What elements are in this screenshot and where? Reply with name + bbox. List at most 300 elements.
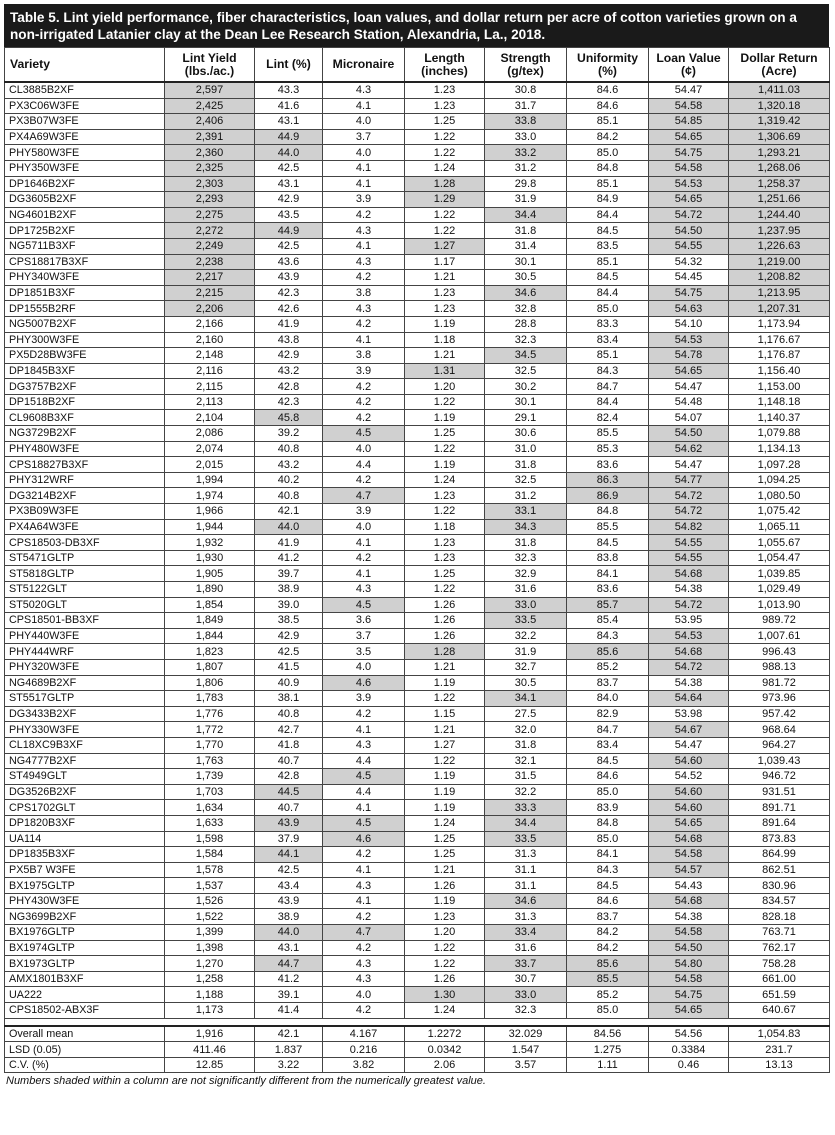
cell-micronaire: 3.7	[323, 129, 405, 145]
cell-loan-value: 54.58	[649, 98, 729, 114]
table-row	[5, 254, 830, 270]
cell-micronaire: 4.2	[323, 472, 405, 488]
cell-lint-pct: 42.9	[255, 628, 323, 644]
cell-micronaire: 4.1	[323, 98, 405, 114]
table-row	[5, 706, 830, 722]
summary-cell-uniformity: 1.11	[567, 1057, 649, 1073]
cell-variety: PHY320W3FE	[5, 659, 165, 675]
cell-dollar-return: 1,140.37	[729, 410, 830, 426]
cell-strength: 33.2	[485, 145, 567, 161]
cell-length: 1.21	[405, 348, 485, 364]
cell-lint-pct: 41.9	[255, 316, 323, 332]
cell-strength: 31.0	[485, 441, 567, 457]
cell-micronaire: 4.1	[323, 238, 405, 254]
cell-micronaire: 4.3	[323, 82, 405, 98]
cell-micronaire: 4.0	[323, 987, 405, 1003]
cell-uniformity: 85.5	[567, 519, 649, 535]
cell-lint-pct: 45.8	[255, 410, 323, 426]
cell-strength: 34.6	[485, 893, 567, 909]
cell-strength: 33.3	[485, 800, 567, 816]
cell-lint-pct: 41.6	[255, 98, 323, 114]
cell-lint-pct: 42.3	[255, 285, 323, 301]
cell-micronaire: 4.4	[323, 457, 405, 473]
cell-lint-pct: 40.8	[255, 488, 323, 504]
cell-loan-value: 54.43	[649, 878, 729, 894]
cell-variety: PX5D28BW3FE	[5, 348, 165, 364]
cell-length: 1.25	[405, 831, 485, 847]
cell-variety: NG5007B2XF	[5, 316, 165, 332]
cell-lint-pct: 40.8	[255, 441, 323, 457]
cell-uniformity: 85.2	[567, 987, 649, 1003]
cell-lint-yield: 1,823	[165, 644, 255, 660]
table-row	[5, 675, 830, 691]
summary-cell-strength: 3.57	[485, 1057, 567, 1073]
cell-loan-value: 54.75	[649, 285, 729, 301]
cell-variety: DG3757B2XF	[5, 379, 165, 395]
cell-dollar-return: 758.28	[729, 956, 830, 972]
cell-strength: 32.0	[485, 722, 567, 738]
table-row	[5, 550, 830, 566]
table-row	[5, 862, 830, 878]
cell-micronaire: 4.2	[323, 207, 405, 223]
cell-variety: DP1820B3XF	[5, 815, 165, 831]
cell-dollar-return: 968.64	[729, 722, 830, 738]
cell-lint-pct: 41.8	[255, 737, 323, 753]
cell-variety: CPS18817B3XF	[5, 254, 165, 270]
cell-variety: DG3433B2XF	[5, 706, 165, 722]
cell-lint-yield: 2,275	[165, 207, 255, 223]
cell-variety: DG3214B2XF	[5, 488, 165, 504]
summary-cell-micronaire: 3.82	[323, 1057, 405, 1073]
cell-lint-pct: 44.5	[255, 784, 323, 800]
table-row	[5, 394, 830, 410]
cell-variety: NG3729B2XF	[5, 426, 165, 442]
cell-lint-yield: 1,854	[165, 597, 255, 613]
cell-dollar-return: 1,208.82	[729, 270, 830, 286]
cell-lint-yield: 2,116	[165, 363, 255, 379]
header-loan-value: Loan Value (¢)	[649, 48, 729, 83]
summary-cell-loan-value: 0.3384	[649, 1042, 729, 1058]
cell-loan-value: 54.65	[649, 1003, 729, 1019]
cell-loan-value: 54.58	[649, 925, 729, 941]
cell-variety: CPS18827B3XF	[5, 457, 165, 473]
cell-strength: 31.7	[485, 98, 567, 114]
cell-variety: ST5122GLT	[5, 582, 165, 598]
cell-loan-value: 54.55	[649, 535, 729, 551]
cell-uniformity: 85.6	[567, 644, 649, 660]
cell-strength: 33.0	[485, 987, 567, 1003]
cell-loan-value: 54.75	[649, 987, 729, 1003]
cell-strength: 30.2	[485, 379, 567, 395]
cell-strength: 33.5	[485, 613, 567, 629]
cell-strength: 34.4	[485, 207, 567, 223]
table-row	[5, 504, 830, 520]
cell-uniformity: 82.4	[567, 410, 649, 426]
spacer-cell	[5, 1018, 830, 1026]
table-row	[5, 301, 830, 317]
cell-variety: PX3B09W3FE	[5, 504, 165, 520]
cell-loan-value: 54.58	[649, 847, 729, 863]
table-row	[5, 285, 830, 301]
cell-lint-pct: 44.7	[255, 956, 323, 972]
cell-length: 1.23	[405, 535, 485, 551]
cell-lint-pct: 41.4	[255, 1003, 323, 1019]
cell-uniformity: 85.0	[567, 784, 649, 800]
table-row	[5, 488, 830, 504]
table-row	[5, 909, 830, 925]
cell-variety: DP1845B3XF	[5, 363, 165, 379]
cell-variety: DP1851B3XF	[5, 285, 165, 301]
cell-strength: 30.8	[485, 82, 567, 98]
cell-uniformity: 84.8	[567, 815, 649, 831]
cell-lint-yield: 1,398	[165, 940, 255, 956]
cell-loan-value: 54.57	[649, 862, 729, 878]
cell-lint-pct: 44.0	[255, 519, 323, 535]
cell-length: 1.26	[405, 628, 485, 644]
summary-cell-dollar-return: 1,054.83	[729, 1026, 830, 1042]
cell-loan-value: 54.52	[649, 769, 729, 785]
cell-variety: ST5020GLT	[5, 597, 165, 613]
cell-loan-value: 54.32	[649, 254, 729, 270]
table-container	[4, 4, 829, 1087]
cell-variety: PX3B07W3FE	[5, 114, 165, 130]
cell-micronaire: 4.7	[323, 488, 405, 504]
cell-loan-value: 54.72	[649, 659, 729, 675]
results-table	[4, 47, 830, 1073]
cell-strength: 34.6	[485, 285, 567, 301]
cell-variety: PHY330W3FE	[5, 722, 165, 738]
summary-cell-dollar-return: 13.13	[729, 1057, 830, 1073]
cell-variety: PHY430W3FE	[5, 893, 165, 909]
cell-micronaire: 4.5	[323, 769, 405, 785]
cell-loan-value: 54.78	[649, 348, 729, 364]
cell-variety: DG3526B2XF	[5, 784, 165, 800]
cell-loan-value: 54.07	[649, 410, 729, 426]
cell-loan-value: 54.48	[649, 394, 729, 410]
cell-dollar-return: 964.27	[729, 737, 830, 753]
cell-loan-value: 54.75	[649, 145, 729, 161]
cell-length: 1.24	[405, 472, 485, 488]
table-row	[5, 815, 830, 831]
cell-lint-yield: 2,406	[165, 114, 255, 130]
cell-length: 1.23	[405, 488, 485, 504]
cell-lint-yield: 1,930	[165, 550, 255, 566]
summary-cell-length: 2.06	[405, 1057, 485, 1073]
cell-lint-yield: 1,932	[165, 535, 255, 551]
overall-mean-row	[5, 1026, 830, 1042]
table-row	[5, 753, 830, 769]
summary-cell-loan-value: 54.56	[649, 1026, 729, 1042]
table-row	[5, 722, 830, 738]
cell-loan-value: 54.45	[649, 270, 729, 286]
cell-loan-value: 54.85	[649, 114, 729, 130]
cell-lint-yield: 1,634	[165, 800, 255, 816]
summary-cell-lint-pct: 1.837	[255, 1042, 323, 1058]
cell-length: 1.18	[405, 519, 485, 535]
cell-strength: 31.3	[485, 847, 567, 863]
cell-dollar-return: 1,153.00	[729, 379, 830, 395]
cell-length: 1.23	[405, 82, 485, 98]
table-row	[5, 628, 830, 644]
cell-length: 1.22	[405, 223, 485, 239]
table-row	[5, 379, 830, 395]
cell-micronaire: 4.3	[323, 971, 405, 987]
cell-micronaire: 4.1	[323, 176, 405, 192]
cell-uniformity: 85.1	[567, 176, 649, 192]
cell-variety: PX4A69W3FE	[5, 129, 165, 145]
cell-lint-pct: 43.5	[255, 207, 323, 223]
cell-strength: 31.8	[485, 457, 567, 473]
cell-uniformity: 84.0	[567, 691, 649, 707]
cell-uniformity: 84.3	[567, 628, 649, 644]
cell-uniformity: 85.1	[567, 348, 649, 364]
cell-uniformity: 83.8	[567, 550, 649, 566]
cell-lint-yield: 1,270	[165, 956, 255, 972]
cell-variety: CL3885B2XF	[5, 82, 165, 98]
cell-length: 1.22	[405, 940, 485, 956]
cell-length: 1.27	[405, 238, 485, 254]
cell-strength: 28.8	[485, 316, 567, 332]
cell-uniformity: 84.1	[567, 847, 649, 863]
summary-cell-lint-pct: 42.1	[255, 1026, 323, 1042]
summary-cell-strength: 1.547	[485, 1042, 567, 1058]
cell-length: 1.28	[405, 644, 485, 660]
cell-strength: 33.0	[485, 597, 567, 613]
cell-micronaire: 4.4	[323, 784, 405, 800]
cell-length: 1.26	[405, 597, 485, 613]
table-row	[5, 238, 830, 254]
table-row	[5, 800, 830, 816]
cell-length: 1.19	[405, 893, 485, 909]
table-row	[5, 472, 830, 488]
table-row	[5, 987, 830, 1003]
cell-variety: AMX1801B3XF	[5, 971, 165, 987]
summary-cell-micronaire: 4.167	[323, 1026, 405, 1042]
cell-micronaire: 4.5	[323, 597, 405, 613]
cell-lint-yield: 1,522	[165, 909, 255, 925]
cell-lint-yield: 1,739	[165, 769, 255, 785]
cell-micronaire: 4.4	[323, 753, 405, 769]
cell-variety: DP1518B2XF	[5, 394, 165, 410]
header-lint-yield: Lint Yield (lbs./ac.)	[165, 48, 255, 83]
cell-length: 1.22	[405, 394, 485, 410]
cell-loan-value: 54.53	[649, 332, 729, 348]
cell-micronaire: 4.2	[323, 270, 405, 286]
cell-micronaire: 4.3	[323, 737, 405, 753]
summary-cell-lint-yield: 411.46	[165, 1042, 255, 1058]
cell-uniformity: 83.4	[567, 332, 649, 348]
table-row	[5, 270, 830, 286]
cell-micronaire: 3.9	[323, 504, 405, 520]
cell-dollar-return: 828.18	[729, 909, 830, 925]
table-row	[5, 192, 830, 208]
table-row	[5, 769, 830, 785]
cell-lint-yield: 1,598	[165, 831, 255, 847]
cell-uniformity: 84.5	[567, 753, 649, 769]
cell-dollar-return: 864.99	[729, 847, 830, 863]
cell-loan-value: 54.72	[649, 504, 729, 520]
cell-strength: 31.9	[485, 192, 567, 208]
cell-length: 1.19	[405, 457, 485, 473]
cell-length: 1.22	[405, 753, 485, 769]
cell-strength: 32.9	[485, 566, 567, 582]
cell-strength: 30.7	[485, 971, 567, 987]
header-micronaire: Micronaire	[323, 48, 405, 83]
cell-lint-pct: 43.4	[255, 878, 323, 894]
header-variety: Variety	[5, 48, 165, 83]
cell-variety: DP1646B2XF	[5, 176, 165, 192]
cell-strength: 31.8	[485, 737, 567, 753]
cell-lint-yield: 2,303	[165, 176, 255, 192]
cell-uniformity: 85.2	[567, 659, 649, 675]
table-row	[5, 519, 830, 535]
cell-lint-pct: 42.5	[255, 862, 323, 878]
cell-lint-yield: 1,770	[165, 737, 255, 753]
cell-length: 1.19	[405, 769, 485, 785]
cell-lint-pct: 40.9	[255, 675, 323, 691]
cell-lint-pct: 38.1	[255, 691, 323, 707]
cell-variety: CPS18501-BB3XF	[5, 613, 165, 629]
cell-dollar-return: 1,054.47	[729, 550, 830, 566]
summary-cell-lint-pct: 3.22	[255, 1057, 323, 1073]
cell-loan-value: 54.53	[649, 176, 729, 192]
cell-lint-pct: 44.9	[255, 129, 323, 145]
cell-lint-pct: 37.9	[255, 831, 323, 847]
table-row	[5, 737, 830, 753]
cell-loan-value: 54.77	[649, 472, 729, 488]
table-row	[5, 535, 830, 551]
cell-loan-value: 54.63	[649, 301, 729, 317]
cell-strength: 33.4	[485, 925, 567, 941]
table-row	[5, 160, 830, 176]
cell-lint-yield: 1,994	[165, 472, 255, 488]
cell-lint-yield: 1,258	[165, 971, 255, 987]
cell-dollar-return: 873.83	[729, 831, 830, 847]
cell-length: 1.19	[405, 316, 485, 332]
cell-micronaire: 3.9	[323, 691, 405, 707]
cell-micronaire: 4.0	[323, 441, 405, 457]
cell-length: 1.19	[405, 410, 485, 426]
cell-micronaire: 4.2	[323, 706, 405, 722]
cell-lint-yield: 1,537	[165, 878, 255, 894]
table-row	[5, 925, 830, 941]
cell-length: 1.30	[405, 987, 485, 1003]
lsd-row	[5, 1042, 830, 1058]
cell-lint-pct: 42.6	[255, 301, 323, 317]
cell-micronaire: 4.0	[323, 659, 405, 675]
cell-micronaire: 3.7	[323, 628, 405, 644]
cell-lint-pct: 43.3	[255, 82, 323, 98]
table-summary	[5, 1018, 830, 1073]
cell-dollar-return: 1,156.40	[729, 363, 830, 379]
cell-lint-pct: 42.5	[255, 644, 323, 660]
cell-lint-yield: 2,113	[165, 394, 255, 410]
cell-loan-value: 54.72	[649, 597, 729, 613]
table-row	[5, 691, 830, 707]
cell-loan-value: 54.60	[649, 753, 729, 769]
cell-lint-pct: 42.8	[255, 379, 323, 395]
table-row	[5, 145, 830, 161]
cell-uniformity: 85.6	[567, 956, 649, 972]
cell-dollar-return: 1,097.28	[729, 457, 830, 473]
cell-dollar-return: 1,173.94	[729, 316, 830, 332]
cell-strength: 32.3	[485, 1003, 567, 1019]
cell-lint-pct: 43.9	[255, 893, 323, 909]
header-lint-pct: Lint (%)	[255, 48, 323, 83]
cell-lint-pct: 42.1	[255, 504, 323, 520]
cell-lint-yield: 2,166	[165, 316, 255, 332]
cell-loan-value: 54.62	[649, 441, 729, 457]
table-row	[5, 316, 830, 332]
cell-micronaire: 4.0	[323, 145, 405, 161]
cell-length: 1.21	[405, 862, 485, 878]
cell-lint-pct: 42.7	[255, 722, 323, 738]
summary-cell-variety: Overall mean	[5, 1026, 165, 1042]
cell-length: 1.28	[405, 176, 485, 192]
cell-uniformity: 84.4	[567, 207, 649, 223]
cell-loan-value: 54.60	[649, 800, 729, 816]
cell-lint-yield: 2,425	[165, 98, 255, 114]
cell-uniformity: 83.7	[567, 909, 649, 925]
cell-lint-yield: 1,974	[165, 488, 255, 504]
cell-loan-value: 54.58	[649, 160, 729, 176]
cell-strength: 30.5	[485, 270, 567, 286]
cell-lint-yield: 2,249	[165, 238, 255, 254]
cell-uniformity: 85.5	[567, 971, 649, 987]
cell-variety: BX1976GLTP	[5, 925, 165, 941]
cell-micronaire: 4.1	[323, 800, 405, 816]
cell-length: 1.17	[405, 254, 485, 270]
cell-micronaire: 4.2	[323, 909, 405, 925]
cell-loan-value: 54.68	[649, 644, 729, 660]
cell-loan-value: 54.65	[649, 192, 729, 208]
cell-lint-pct: 43.2	[255, 457, 323, 473]
header-strength: Strength (g/tex)	[485, 48, 567, 83]
cell-micronaire: 4.2	[323, 550, 405, 566]
cell-variety: PHY580W3FE	[5, 145, 165, 161]
cell-uniformity: 84.2	[567, 129, 649, 145]
table-row	[5, 363, 830, 379]
cell-length: 1.24	[405, 1003, 485, 1019]
cell-length: 1.20	[405, 379, 485, 395]
cell-micronaire: 3.9	[323, 363, 405, 379]
cell-lint-pct: 40.8	[255, 706, 323, 722]
cell-length: 1.22	[405, 441, 485, 457]
cell-uniformity: 84.6	[567, 893, 649, 909]
cell-lint-yield: 2,086	[165, 426, 255, 442]
cell-lint-yield: 2,074	[165, 441, 255, 457]
cell-variety: PHY300W3FE	[5, 332, 165, 348]
cell-loan-value: 54.38	[649, 675, 729, 691]
cell-strength: 31.6	[485, 940, 567, 956]
cell-loan-value: 54.50	[649, 940, 729, 956]
cell-loan-value: 54.47	[649, 457, 729, 473]
cell-strength: 32.1	[485, 753, 567, 769]
summary-cell-uniformity: 84.56	[567, 1026, 649, 1042]
cell-lint-pct: 41.2	[255, 550, 323, 566]
cell-loan-value: 54.65	[649, 363, 729, 379]
cell-micronaire: 4.2	[323, 316, 405, 332]
cell-lint-yield: 1,783	[165, 691, 255, 707]
cell-length: 1.27	[405, 737, 485, 753]
cell-lint-yield: 1,188	[165, 987, 255, 1003]
cell-dollar-return: 1,258.37	[729, 176, 830, 192]
cell-dollar-return: 1,039.43	[729, 753, 830, 769]
cell-dollar-return: 1,219.00	[729, 254, 830, 270]
cell-loan-value: 54.50	[649, 426, 729, 442]
cell-uniformity: 85.1	[567, 254, 649, 270]
summary-cell-lint-yield: 12.85	[165, 1057, 255, 1073]
